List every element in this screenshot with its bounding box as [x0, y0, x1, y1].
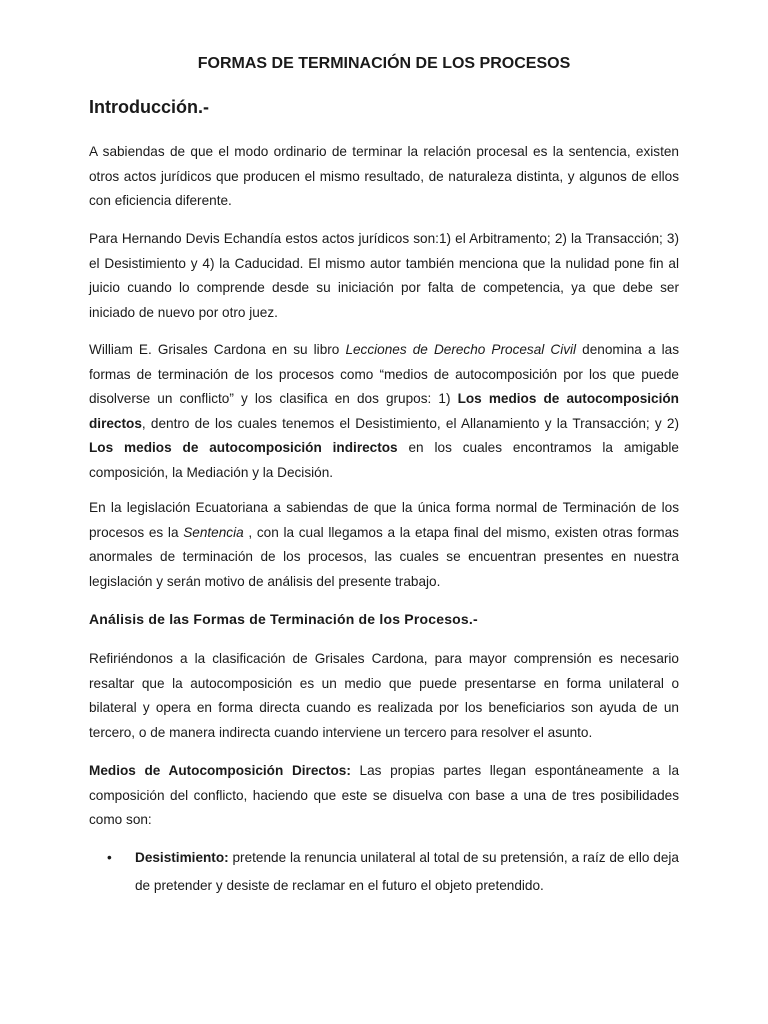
text-run: en los cuales encontramos la amigable composición, la Mediación y la Decisión. — [89, 440, 679, 480]
bold-label-medios-directos: Medios de Autocomposición Directos: — [89, 763, 351, 778]
bold-term-indirect: Los medios de autocomposición indirectos — [89, 440, 398, 455]
paragraph-medios-directos — [89, 759, 679, 833]
paragraph-intro: A sabiendas de que el modo ordinario de terminar la relación procesal es la sentencia, existen otros actos jurídicos que producen el mismo resultado, de naturaleza distinta, y algunos de ellos con eficiencia diferente. — [89, 144, 679, 208]
bullet-item-desistimiento — [107, 844, 679, 899]
paragraph-devis-echandia: Para Hernando Devis Echandía estos actos jurídicos son:1) el Arbitramento; 2) la Transacción; 3) el Desistimiento y 4) la Caducidad. El mismo autor también menciona que la nulidad pone fin al juicio cuando lo comprende desde su iniciación por falta de competencia, ya que debe ser iniciado de nuevo por otro juez. — [89, 231, 679, 320]
text-run: En la legislación Ecuatoriana a sabiendas de que la única forma normal de Terminación de los procesos es la — [89, 500, 679, 540]
text-run: , con la cual llegamos a la etapa final del mismo, existen otras formas anormales de terminación de los procesos, las cuales se encuentran presentes en nuestra legislación y serán motivo de análisis del presente trabajo. — [89, 524, 679, 589]
bullet-icon: • — [107, 850, 112, 865]
text-run: denomina a las formas de terminación de los procesos como “medios de autocomposición por los que puede disolverse un conflicto” y los clasifica en dos grupos: 1) — [89, 342, 679, 406]
text-run: , dentro de los cuales tenemos el Desistimiento, el Allanamiento y la Transacción; y 2) — [141, 415, 679, 431]
text-run: William E. Grisales Cardona en su libro — [89, 342, 346, 357]
book-title: Lecciones de Derecho Procesal Civil — [345, 342, 577, 357]
italic-term-sentencia: Sentencia — [183, 524, 244, 540]
intro-heading: Introducción.- — [89, 97, 209, 117]
bold-label-desistimiento: Desistimiento: — [135, 850, 229, 865]
analysis-heading: Análisis de las Formas de Terminación de los Procesos.- — [89, 611, 478, 627]
paragraph-legislacion — [89, 496, 679, 594]
bold-term-direct: Los medios de autocomposición directos — [89, 391, 679, 431]
document-title: FORMAS DE TERMINACIÓN DE LOS PROCESOS — [197, 55, 571, 72]
paragraph-grisales-cardona — [89, 338, 679, 485]
paragraph-autocomposicion: Refiriéndonos a la clasificación de Grisales Cardona, para mayor comprensión es necesario resaltar que la autocomposición es un medio que puede presentarse en forma unilateral o bilateral y opera en forma directa cuando es realizada por los beneficiarios son ayuda de un tercero, o de manera indirecta cuando interviene un tercero para resolver el asunto. — [89, 651, 679, 740]
text-run: Las propias partes llegan espontáneamente a la composición del conflicto, haciendo que este se disuelva con base a una de tres posibilidades como son: — [89, 763, 680, 827]
text-run: pretende la renuncia unilateral al total de su pretensión, a raíz de ello deja de pretender y desiste de reclamar en el futuro el objeto pretendido. — [135, 850, 679, 893]
bullet-text — [135, 844, 679, 899]
